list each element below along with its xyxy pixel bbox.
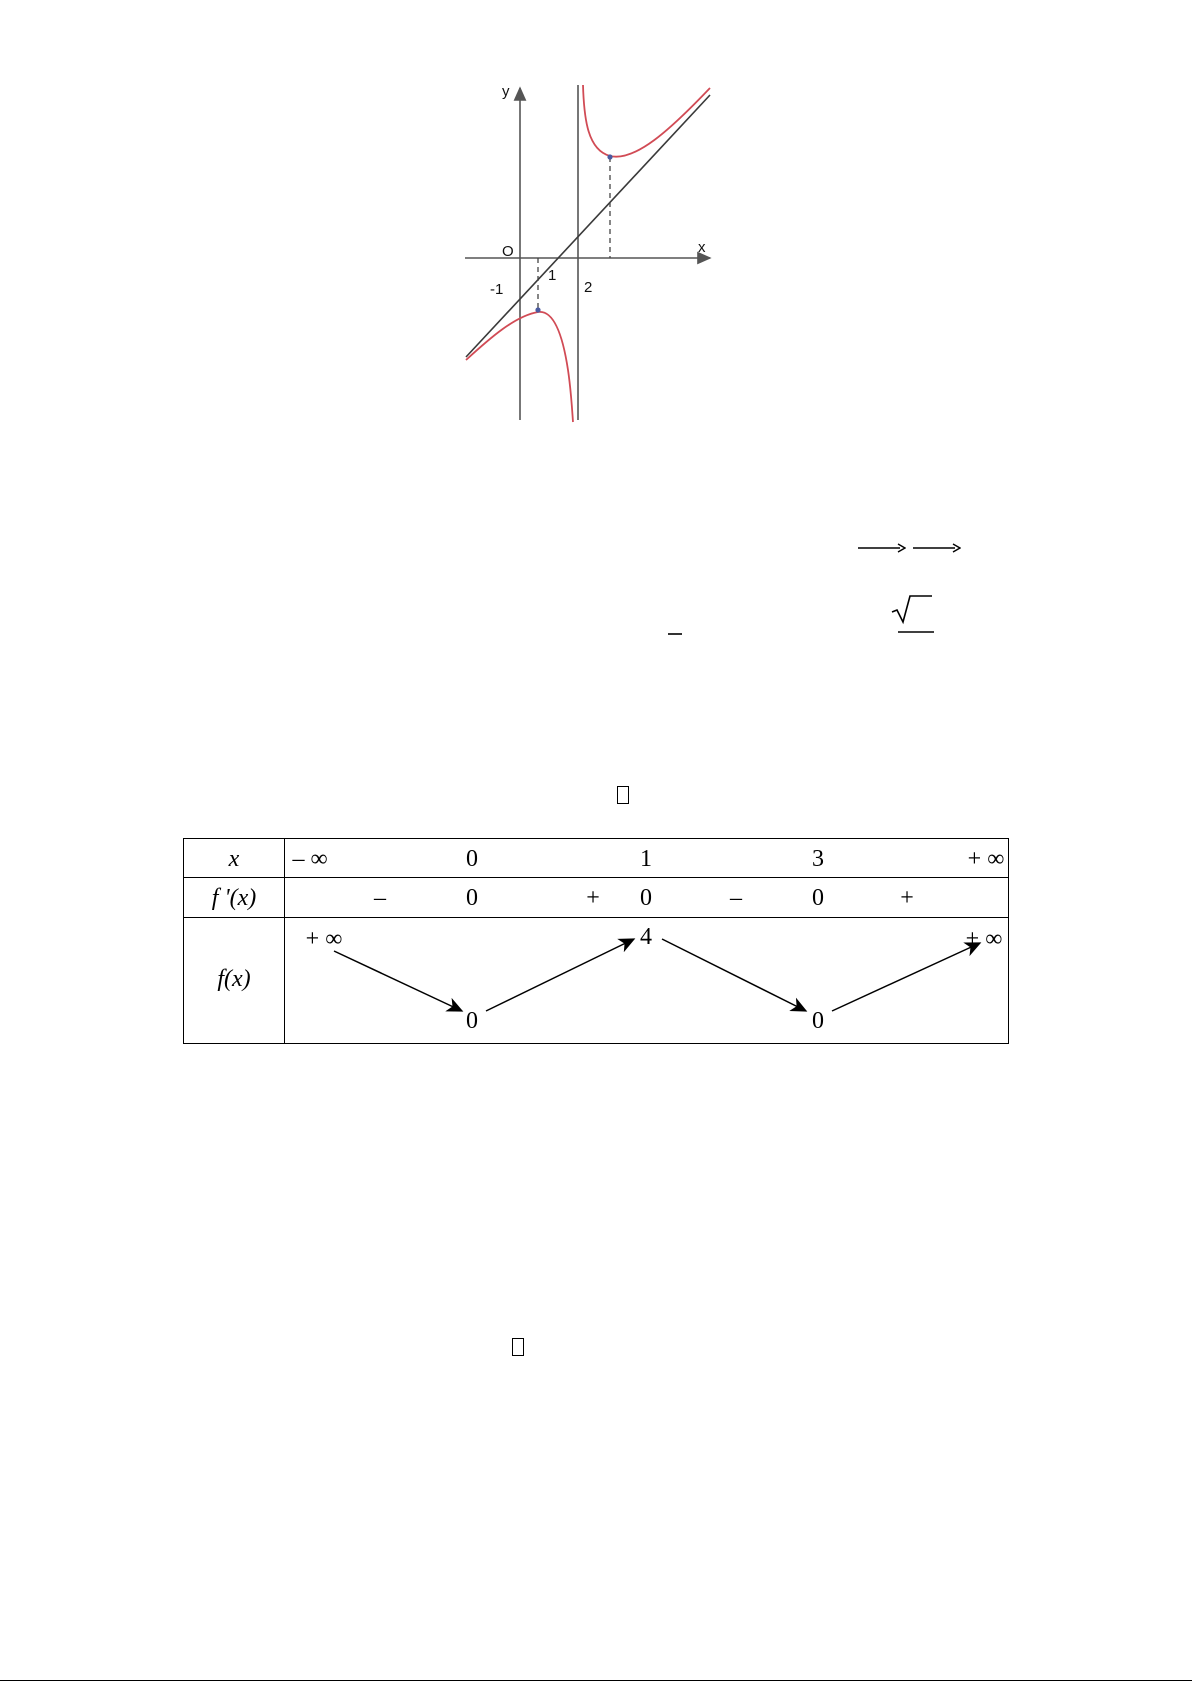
missing-glyph-box-2 — [512, 1338, 524, 1356]
f-value: 0 — [812, 1008, 824, 1034]
local-min-point — [607, 154, 612, 159]
tick-label-two: 2 — [584, 279, 593, 296]
decreasing-arrow — [662, 939, 806, 1011]
fprime-sign: – — [374, 885, 386, 911]
local-max-point — [535, 307, 540, 312]
function-graph — [460, 80, 720, 425]
sqrt-fraction-glyph — [890, 594, 934, 634]
row-header-fprime: f '(x) — [211, 885, 257, 911]
variation-table — [183, 838, 1009, 1044]
row-header-f: f(x) — [217, 966, 251, 992]
vector-arrow-2 — [913, 542, 961, 554]
f-value: 4 — [640, 924, 652, 950]
tick-label-one: 1 — [548, 267, 557, 284]
fprime-zero: 0 — [466, 885, 478, 911]
x-value: 3 — [812, 846, 824, 872]
fraction-bar-glyph — [668, 632, 682, 636]
x-value: 1 — [640, 846, 652, 872]
origin-label: O — [502, 243, 514, 260]
footer-rule — [0, 1680, 1192, 1681]
row-header-x: x — [228, 846, 240, 872]
f-value: 0 — [466, 1008, 478, 1034]
x-value: 0 — [466, 846, 478, 872]
vector-arrow-1 — [858, 542, 906, 554]
x-axis-label: x — [698, 239, 706, 256]
y-axis-label: y — [502, 83, 510, 100]
decreasing-arrow — [334, 951, 462, 1011]
variation-arrows — [184, 839, 1010, 1045]
f-value: + ∞ — [305, 926, 343, 952]
increasing-arrow — [486, 939, 634, 1011]
curve-right-branch — [583, 85, 710, 157]
missing-glyph-box-1 — [617, 786, 629, 804]
fprime-zero: 0 — [812, 885, 824, 911]
x-value: + ∞ — [967, 846, 1005, 872]
tick-label-neg-one: -1 — [490, 281, 504, 298]
fprime-sign: + — [900, 885, 914, 911]
fprime-sign: + — [586, 885, 600, 911]
increasing-arrow — [832, 943, 980, 1011]
f-value: + ∞ — [965, 926, 1003, 952]
x-value: – ∞ — [292, 846, 328, 872]
fprime-zero: 0 — [640, 885, 652, 911]
fprime-sign: – — [730, 885, 742, 911]
slant-asymptote — [466, 95, 710, 357]
